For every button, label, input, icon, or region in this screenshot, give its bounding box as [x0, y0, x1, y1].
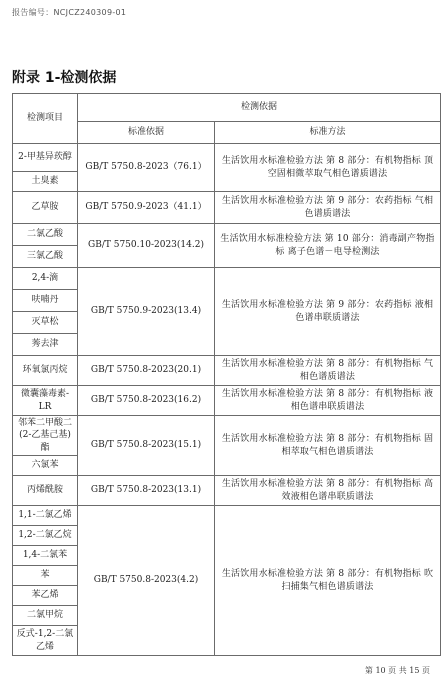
method-cell: 生活饮用水标准检验方法 第 9 部分：农药指标 液相色谱串联质谱法: [215, 268, 441, 356]
project-cell: 呋喃丹: [13, 290, 78, 312]
method-cell: 生活饮用水标准检验方法 第 10 部分：消毒副产物指标 离子色谱－电导检测法: [215, 224, 441, 268]
project-cell: 2-甲基异莰醇: [13, 144, 78, 172]
project-cell: 2,4-滴: [13, 268, 78, 290]
standard-cell: GB/T 5750.8-2023(4.2): [78, 506, 215, 656]
page-number: 第 10 页 共 15 页: [364, 666, 430, 675]
project-cell: 环氧氯丙烷: [13, 356, 78, 386]
project-cell: 二氯甲烷: [13, 606, 78, 626]
method-cell: 生活饮用水标准检验方法 第 8 部分：有机物指标 吹扫捕集气相色谱质谱法: [215, 506, 441, 656]
standard-cell: GB/T 5750.8-2023(20.1): [78, 356, 215, 386]
section-title: 附录 1-检测依据: [12, 70, 117, 86]
standard-cell: GB/T 5750.8-2023(16.2): [78, 386, 215, 416]
method-cell: 生活饮用水标准检验方法 第 8 部分：有机物指标 气相色谱质谱法: [215, 356, 441, 386]
project-cell: 苯: [13, 566, 78, 586]
project-cell: 丙烯酰胺: [13, 476, 78, 506]
project-cell: 1,4-二氯苯: [13, 546, 78, 566]
project-cell: 反式-1,2-二氯乙烯: [13, 626, 78, 656]
project-cell: 土臭素: [13, 172, 78, 192]
project-cell: 1,1-二氯乙烯: [13, 506, 78, 526]
project-cell: 邻苯二甲酸二(2-乙基己基)酯: [13, 416, 78, 456]
standard-cell: GB/T 5750.9-2023（41.1）: [78, 192, 215, 224]
standard-cell: GB/T 5750.8-2023(15.1): [78, 416, 215, 476]
report-number: 报告编号：NCJCZ240309-01: [12, 8, 127, 17]
detection-basis-table: [12, 93, 441, 656]
method-cell: 生活饮用水标准检验方法 第 8 部分：有机物指标 高效液相色谱串联质谱法: [215, 476, 441, 506]
project-cell: 灭草松: [13, 312, 78, 334]
method-cell: 生活饮用水标准检验方法 第 8 部分：有机物指标 液相色谱串联质谱法: [215, 386, 441, 416]
method-cell: 生活饮用水标准检验方法 第 9 部分：农药指标 气相色谱质谱法: [215, 192, 441, 224]
project-cell: 六氯苯: [13, 456, 78, 476]
project-cell: 苯乙烯: [13, 586, 78, 606]
standard-cell: GB/T 5750.8-2023(13.1): [78, 476, 215, 506]
standard-cell: GB/T 5750.10-2023(14.2): [78, 224, 215, 268]
method-cell: 生活饮用水标准检验方法 第 8 部分：有机物指标 固相萃取气相色谱质谱法: [215, 416, 441, 476]
project-cell: 二氯乙酸: [13, 224, 78, 246]
standard-cell: GB/T 5750.9-2023(13.4): [78, 268, 215, 356]
project-cell: 1,2-二氯乙烷: [13, 526, 78, 546]
project-cell: 三氯乙酸: [13, 246, 78, 268]
header-standard: 标准依据: [78, 122, 215, 144]
header-project: 检测项目: [13, 94, 78, 144]
project-cell: 乙草胺: [13, 192, 78, 224]
method-cell: 生活饮用水标准检验方法 第 8 部分：有机物指标 顶空固相微萃取气相色谱质谱法: [215, 144, 441, 192]
header-method: 标准方法: [215, 122, 441, 144]
project-cell: 莠去津: [13, 334, 78, 356]
standard-cell: GB/T 5750.8-2023（76.1）: [78, 144, 215, 192]
project-cell: 微囊藻毒素-LR: [13, 386, 78, 416]
header-basis: 检测依据: [78, 94, 441, 122]
